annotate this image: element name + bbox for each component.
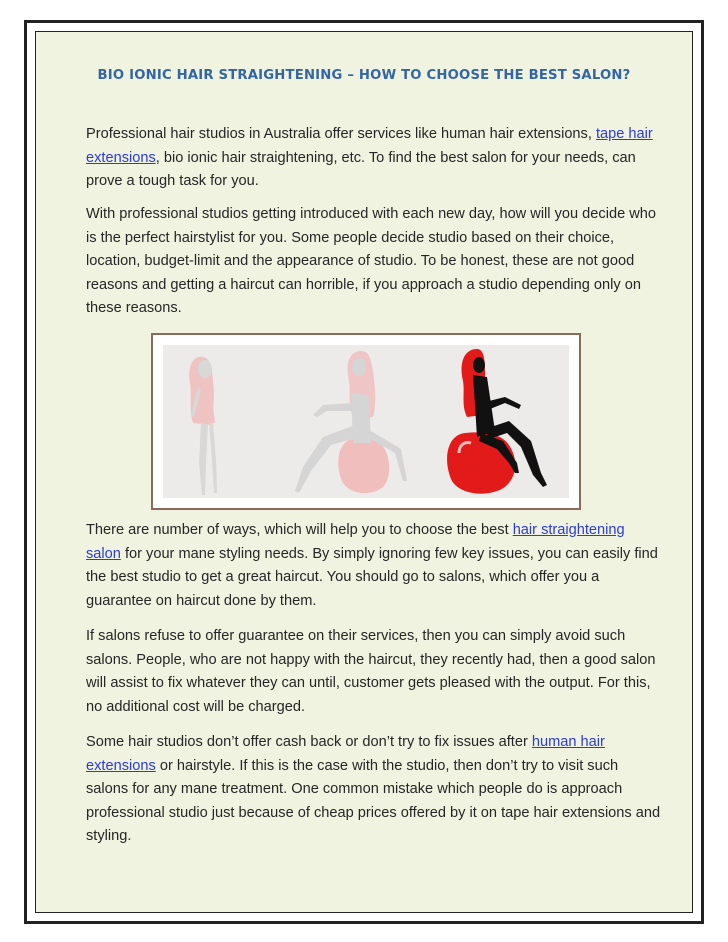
paragraph-5 xyxy=(86,731,661,849)
red-apple-woman xyxy=(447,349,547,494)
faded-sitting-woman xyxy=(295,351,407,493)
paragraph-1-text-a: Professional hair studios in Australia offer services like human hair extensions, xyxy=(86,126,596,142)
paragraph-5-text-b: or hairstyle. If this is the case with the studio, then don’t try to visit such salons for any mane treatment. One common mistake which people do is approach professional studio just because of cheap prices offered by it on tape hair extensions and styling. xyxy=(86,757,661,844)
paragraph-2: With professional studios getting introduced with each new day, how will you decide who is the perfect hairstylist for you. Some people decide studio based on their choice, location, budget-limit and the appearance of studio. To be honest, these are not good reasons and getting a haircut can horrible, if you approach a studio depending only on these reasons. xyxy=(86,206,657,316)
salon-illustration-canvas xyxy=(163,345,569,498)
tape-hair-extensions-link[interactable]: tape hair extensions xyxy=(86,126,653,166)
paragraph-3 xyxy=(86,519,661,613)
hair-straightening-salon-link[interactable]: hair straightening salon xyxy=(86,522,625,562)
paragraph-4: If salons refuse to offer guarantee on their services, then you can simply avoid such salons. People, who are not happy with the haircut, they recently had, then a good salon will assist to fix whatever they can until, customer gets pleased with the output. For this, no additional cost will be charged. xyxy=(86,628,656,715)
paragraph-1 xyxy=(86,123,661,194)
human-hair-extensions-link[interactable]: human hair extensions xyxy=(86,734,605,774)
document-title: BIO IONIC HAIR STRAIGHTENING – HOW TO CHOOSE THE BEST SALON? xyxy=(97,68,631,83)
salon-illustration-graphic xyxy=(163,345,569,498)
faded-standing-woman xyxy=(189,357,217,495)
paragraph-5-text-a: Some hair studios don’t offer cash back or don’t try to fix issues after xyxy=(86,734,532,750)
salon-illustration xyxy=(151,333,581,510)
paragraph-3-text-b: for your mane styling needs. By simply ignoring few key issues, you can easily find the best studio to get a great haircut. You should go to salons, which offer you a guarantee on haircut done by them. xyxy=(86,545,658,609)
paragraph-3-text-a: There are number of ways, which will help you to choose the best xyxy=(86,522,513,538)
paragraph-1-text-b: , bio ionic hair straightening, etc. To find the best salon for your needs, can prove a tough task for you. xyxy=(86,149,636,189)
